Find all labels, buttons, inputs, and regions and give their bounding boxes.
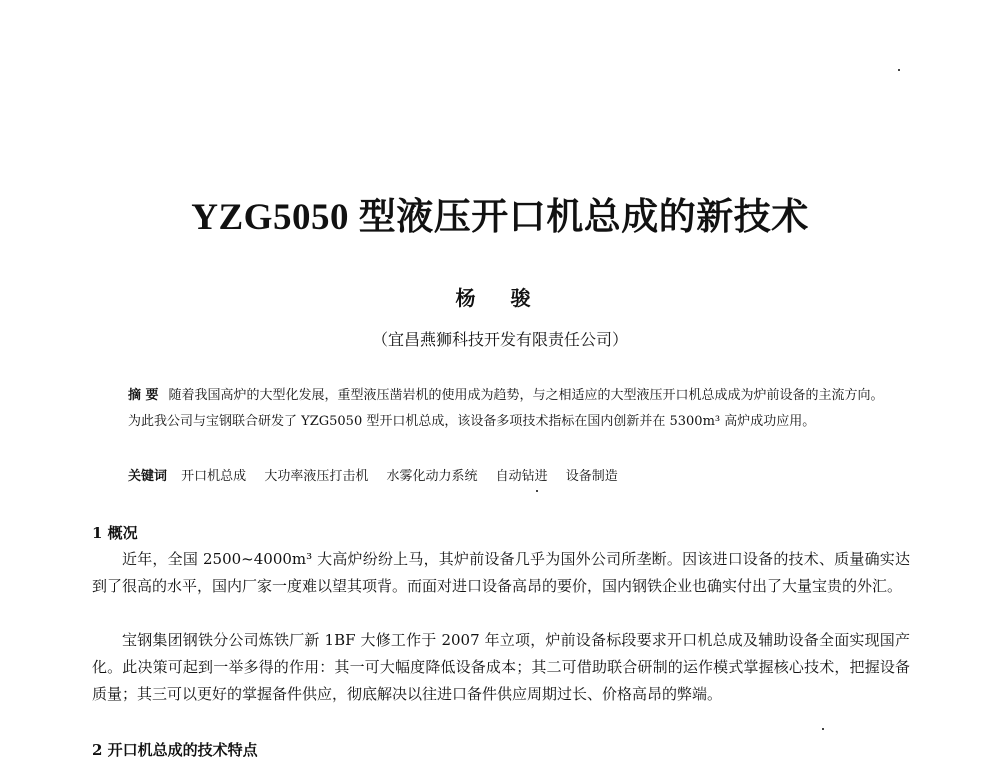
abstract-text: 随着我国高炉的大型化发展，重型液压凿岩机的使用成为趋势，与之相适应的大型液压开口机总成成为炉前设备的主流方向。为此我公司与宝钢联合研发了 YZG5050 型开口机总成，该设备多项技术指标在国内创新并在 5300m³ 高炉成功应用。 <box>128 388 884 429</box>
scan-speck <box>822 728 824 730</box>
keyword-item: 水雾化动力系统 <box>386 469 478 484</box>
keywords-label: 关键词 <box>128 469 168 484</box>
keyword-item: 设备制造 <box>565 469 618 484</box>
author-affiliation: （宜昌燕狮科技开发有限责任公司） <box>371 330 628 349</box>
paper-title: YZG5050 型液压开口机总成的新技术 <box>191 197 809 238</box>
section-heading: 2 开口机总成的技术特点 <box>92 741 258 759</box>
keyword-item: 自动钻进 <box>495 469 548 484</box>
scan-speck <box>536 490 538 492</box>
keywords-block <box>128 465 888 489</box>
scan-speck <box>898 69 900 71</box>
section-heading: 1 概况 <box>92 524 138 542</box>
body-paragraph: 宝钢集团钢铁分公司炼铁厂新 1BF 大修工作于 2007 年立项，炉前设备标段要求开口机总成及辅助设备全面实现国产化。此决策可起到一举多得的作用：其一可大幅度降低设备成本；其二可借助联合研制的运作模式掌握核心技术，把握设备质量；其三可以更好的掌握备件供应，彻底解决以往进口备件供应周期过长、价格高昂的弊端。 <box>92 631 910 703</box>
author-name: 杨 骏 <box>455 286 545 310</box>
keyword-item: 开口机总成 <box>181 469 247 484</box>
body-paragraph: 近年，全国 2500~4000m³ 大高炉纷纷上马，其炉前设备几乎为国外公司所垄断。因该进口设备的技术、质量确实达到了很高的水平，国内厂家一度难以望其项背。而面对进口设备高昂的要价，国内钢铁企业也确实付出了大量宝贵的外汇。 <box>92 550 910 595</box>
keyword-item: 大功率液压打击机 <box>264 469 369 484</box>
abstract-block <box>128 383 888 435</box>
abstract-label: 摘 要 <box>128 388 159 403</box>
